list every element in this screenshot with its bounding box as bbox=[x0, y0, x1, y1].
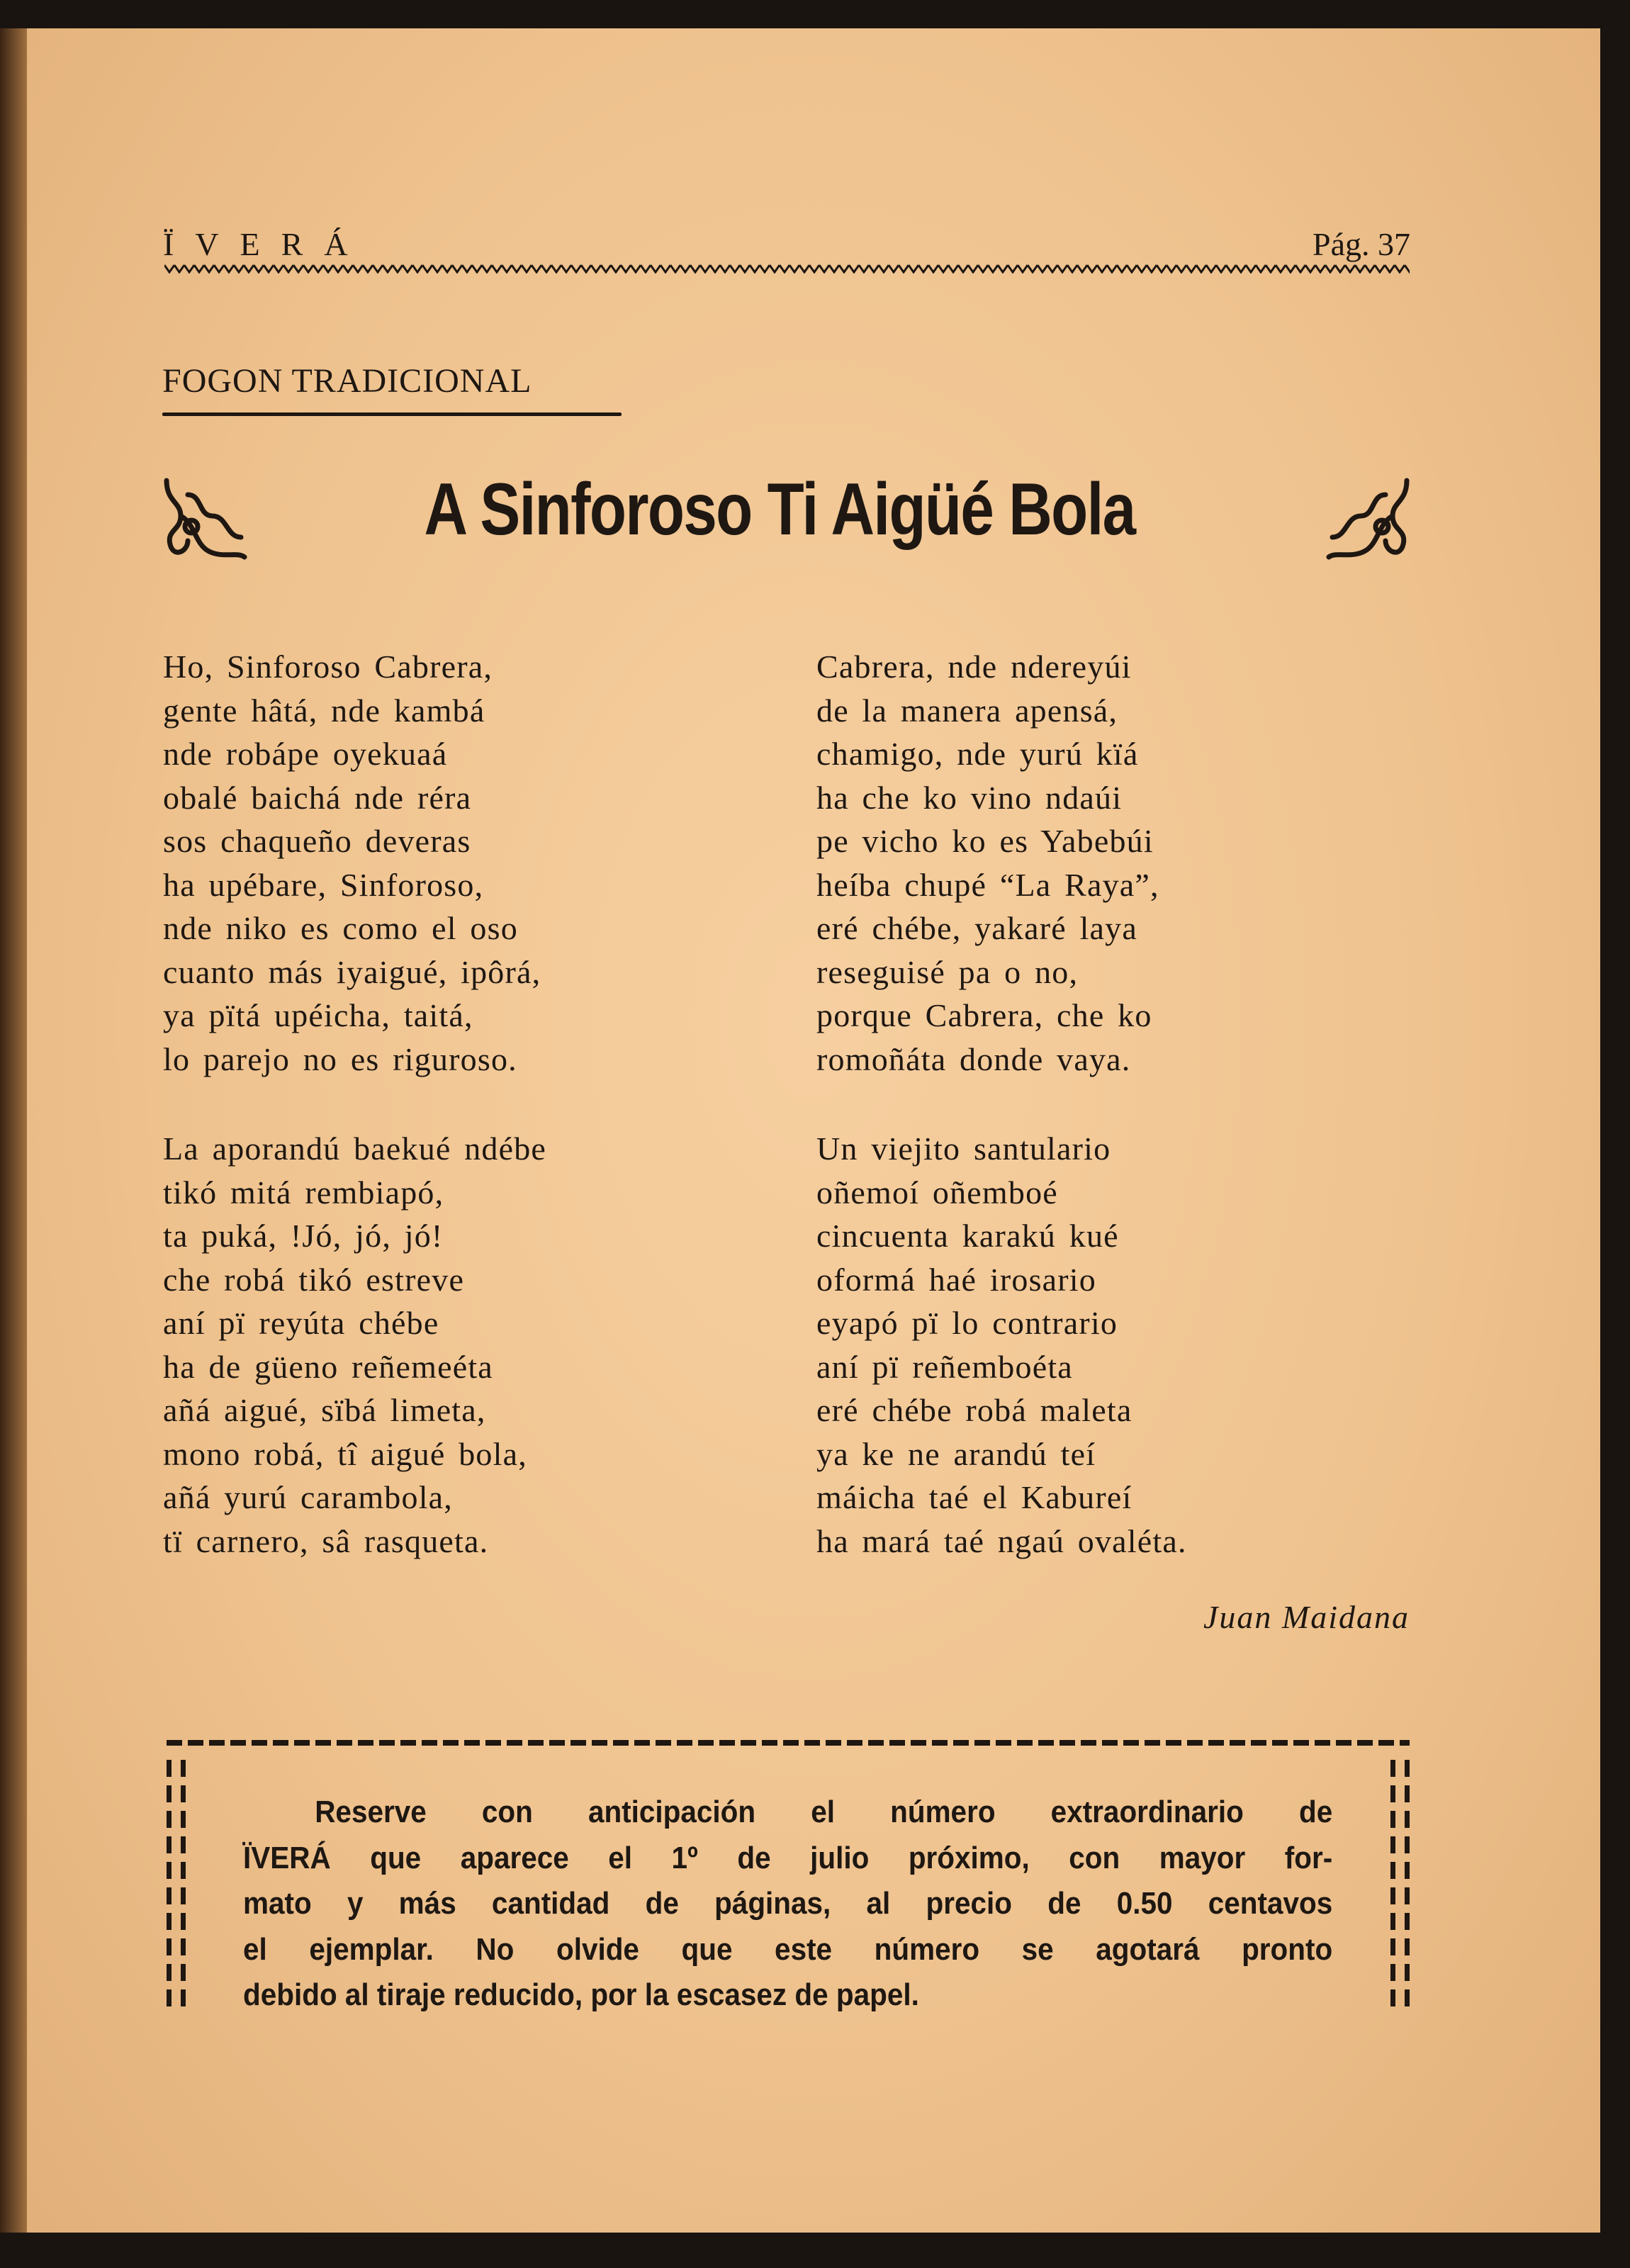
section-underline bbox=[162, 412, 622, 416]
verse-line: romoñáta donde vaya. bbox=[816, 1040, 1131, 1077]
verse-line: chamigo, nde yurú kïá bbox=[816, 736, 1139, 772]
ornament-icon bbox=[159, 473, 252, 566]
verse-line: de la manera apensá, bbox=[816, 692, 1118, 729]
verse-line: tï carnero, sâ rasqueta. bbox=[163, 1522, 489, 1559]
dashed-border-top bbox=[167, 1740, 1410, 1746]
notice-line: Reserve con anticipación el número extraordinario de bbox=[315, 1795, 1333, 1829]
verse-line: nde robápe oyekuaá bbox=[163, 736, 448, 772]
dashed-border-right bbox=[1405, 1760, 1410, 2008]
dashed-border-left bbox=[167, 1760, 172, 2008]
verse-line: aní pï reñemboéta bbox=[816, 1348, 1073, 1385]
verse-line: eré chébe robá maleta bbox=[816, 1392, 1132, 1428]
page-number: Pág. 37 bbox=[1313, 226, 1410, 262]
notice-line: mato y más cantidad de páginas, al precio de 0.50 centavos bbox=[243, 1886, 1333, 1921]
left-stanza-1 bbox=[163, 645, 541, 1081]
magazine-name: ÏVERÁ bbox=[163, 226, 369, 262]
notice-text bbox=[243, 1790, 1334, 2019]
book-spine-edge bbox=[0, 28, 27, 2233]
right-stanza-1 bbox=[816, 645, 1159, 1081]
right-stanza-2 bbox=[816, 1127, 1187, 1563]
verse-line: cincuenta karakú kué bbox=[816, 1218, 1119, 1254]
verse-line: Cabrera, nde ndereyúi bbox=[816, 649, 1132, 685]
verse-line: obalé baichá nde réra bbox=[163, 779, 472, 816]
verse-line: ya ke ne arandú teí bbox=[816, 1435, 1096, 1472]
verse-line: lo parejo no es riguroso. bbox=[163, 1040, 517, 1077]
verse-line: eyapó pï lo contrario bbox=[816, 1305, 1118, 1341]
verse-line: porque Cabrera, che ko bbox=[816, 997, 1152, 1033]
verse-line: oformá haé irosario bbox=[816, 1261, 1096, 1298]
dashed-border-right-inner bbox=[1390, 1760, 1395, 2008]
notice-line: ÏVERÁ que aparece el 1º de julio próximo, con mayor for- bbox=[243, 1840, 1333, 1875]
verse-line: gente hâtá, nde kambá bbox=[163, 692, 485, 729]
author-signature: Juan Maidana bbox=[1203, 1599, 1410, 1635]
section-heading: FOGON TRADICIONAL bbox=[162, 362, 532, 400]
verse-line: añá yurú carambola, bbox=[163, 1479, 453, 1515]
verse-line: añá aigué, sïbá limeta, bbox=[163, 1392, 486, 1428]
verse-line: ha upébare, Sinforoso, bbox=[163, 866, 484, 903]
verse-line: eré chébe, yakaré laya bbox=[816, 910, 1137, 946]
verse-line: ha mará taé ngaú ovaléta. bbox=[816, 1522, 1187, 1559]
verse-line: sos chaqueño deveras bbox=[163, 823, 471, 859]
ornament-icon bbox=[1322, 473, 1414, 566]
verse-line: ya pïtá upéicha, taitá, bbox=[163, 997, 473, 1033]
verse-line: máicha taé el Kabureí bbox=[816, 1479, 1132, 1515]
verse-line: Ho, Sinforoso Cabrera, bbox=[163, 649, 493, 685]
notice-line: el ejemplar. No olvide que este número se agotará pronto bbox=[243, 1931, 1333, 1967]
verse-line: ha che ko vino ndaúi bbox=[816, 779, 1123, 816]
verse-line: heíba chupé “La Raya”, bbox=[816, 866, 1159, 903]
notice-line: debido al tiraje reducido, por la escasez de papel. bbox=[243, 1977, 919, 2012]
dashed-border-left-inner bbox=[181, 1760, 186, 2008]
left-stanza-2 bbox=[163, 1127, 546, 1563]
verse-line: Un viejito santulario bbox=[816, 1130, 1111, 1167]
verse-line: aní pï reyúta chébe bbox=[163, 1305, 439, 1341]
verse-line: che robá tikó estreve bbox=[163, 1261, 465, 1298]
verse-line: reseguisé pa o no, bbox=[816, 953, 1079, 990]
verse-line: La aporandú baekué ndébe bbox=[163, 1130, 547, 1167]
verse-line: tikó mitá rembiapó, bbox=[163, 1174, 444, 1211]
verse-line: ta puká, !Jó, jó, jó! bbox=[163, 1218, 444, 1254]
zigzag-divider bbox=[164, 264, 1410, 274]
poem-title: A Sinforoso Ti Aigüé Bola bbox=[424, 468, 1135, 551]
verse-line: oñemoí oñemboé bbox=[816, 1174, 1058, 1211]
verse-line: cuanto más iyaigué, ipôrá, bbox=[163, 953, 541, 990]
verse-line: pe vicho ko es Yabebúi bbox=[816, 823, 1154, 859]
notice-box bbox=[167, 1740, 1410, 2013]
verse-line: ha de güeno reñemeéta bbox=[163, 1348, 493, 1385]
verse-line: mono robá, tî aigué bola, bbox=[163, 1435, 527, 1472]
verse-line: nde niko es como el oso bbox=[163, 910, 518, 946]
